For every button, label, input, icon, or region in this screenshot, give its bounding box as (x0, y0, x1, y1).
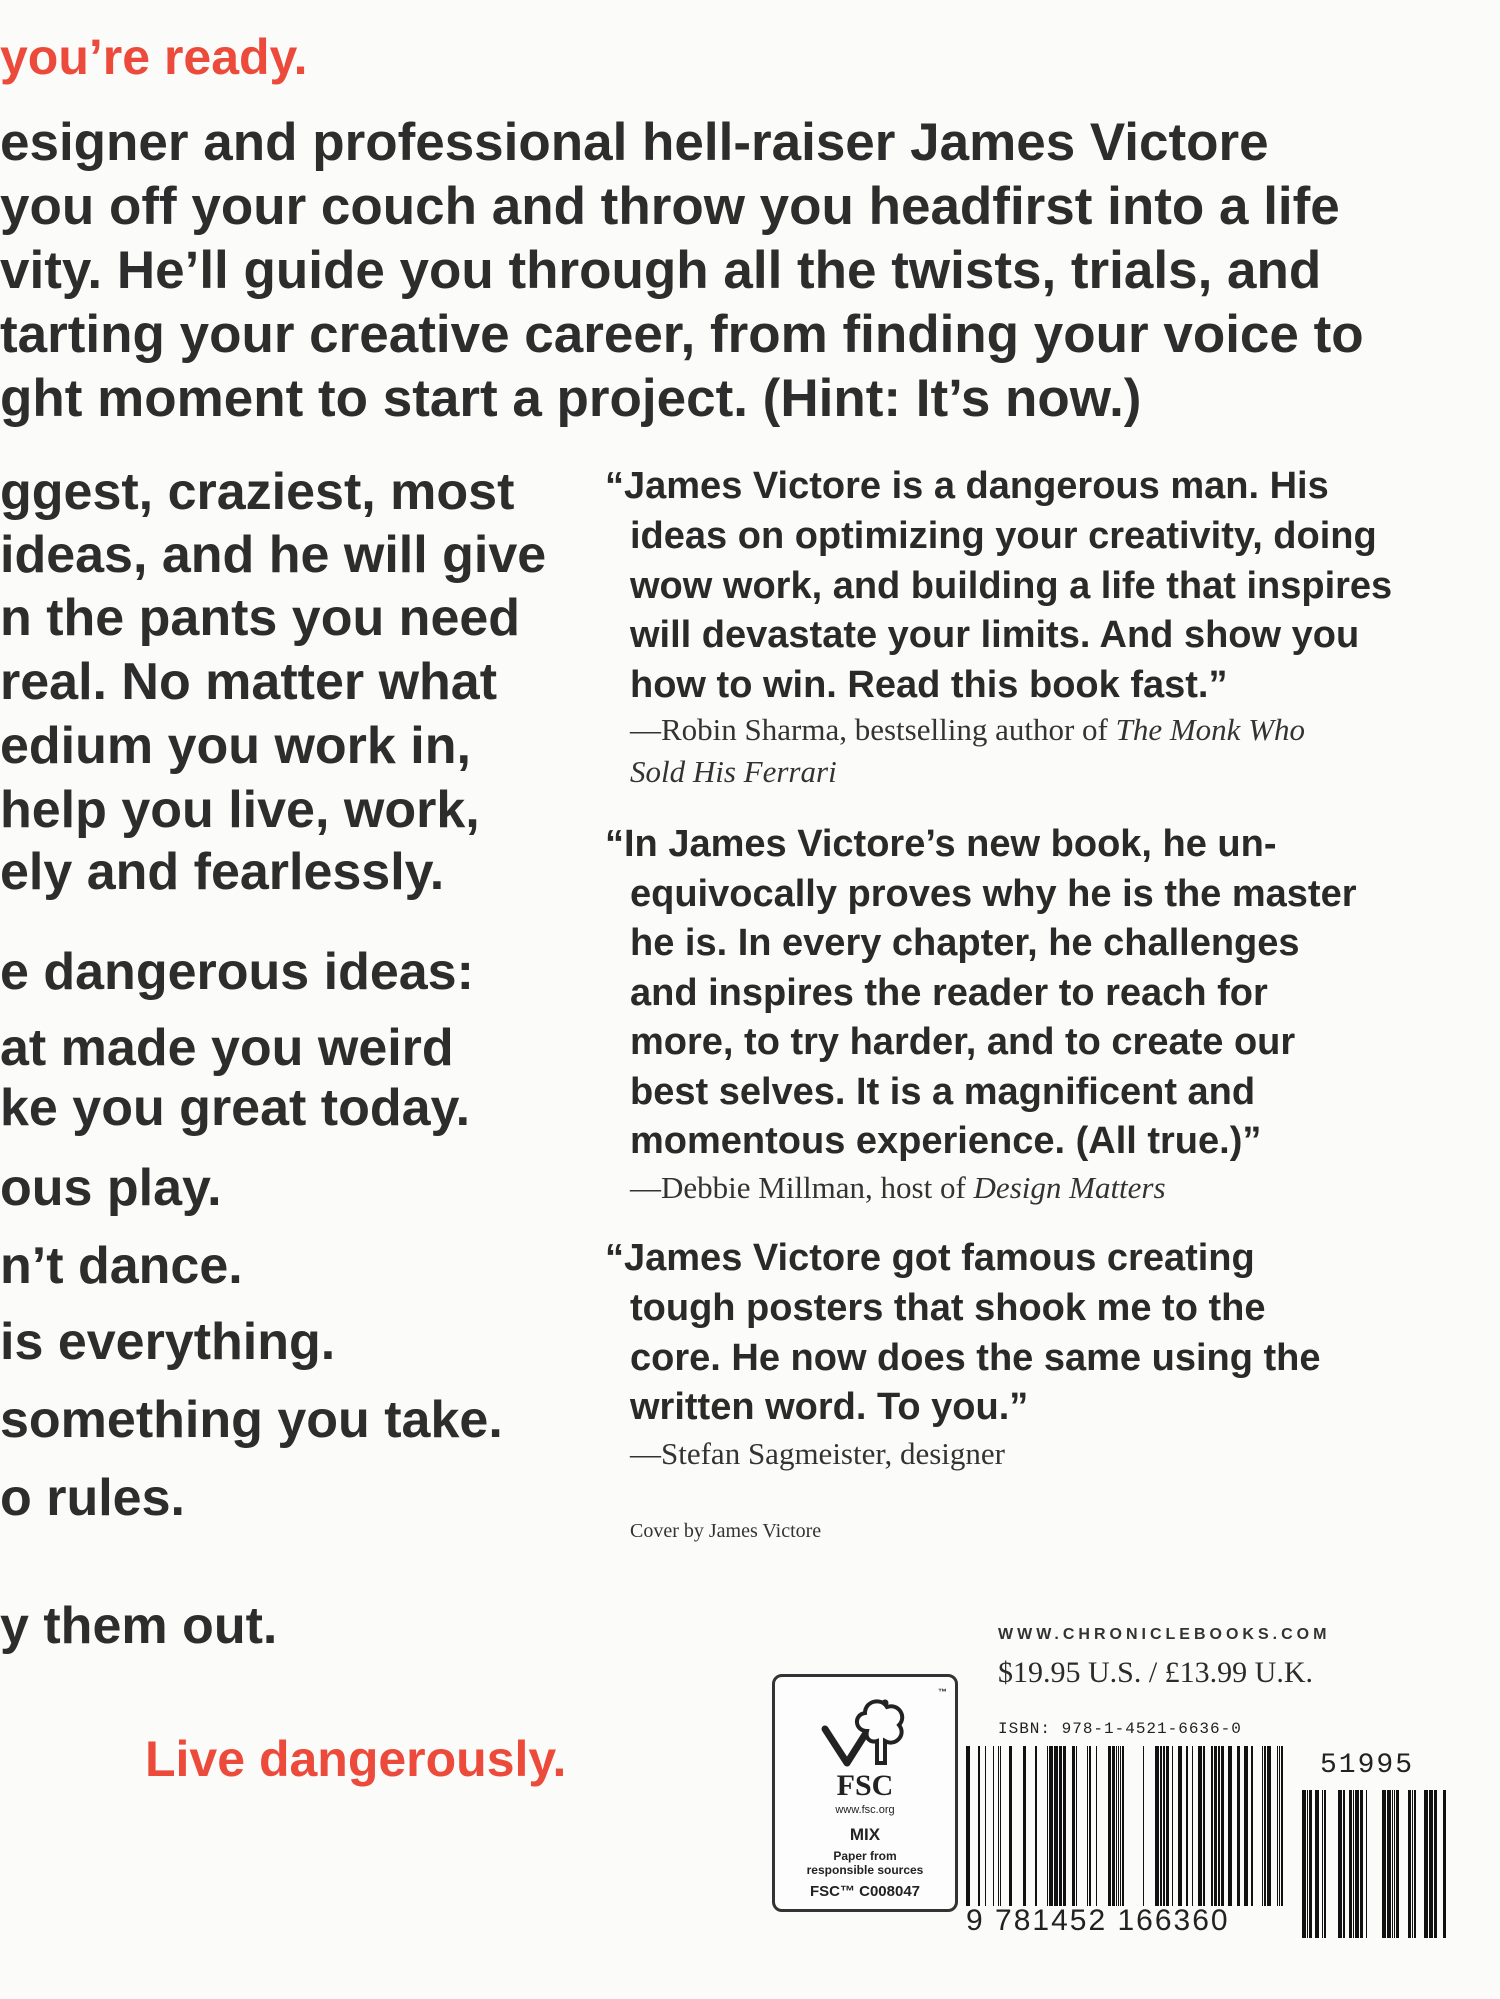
fsc-source-line-1: Paper from (833, 1849, 897, 1863)
quote-line: written word. To you.” (630, 1386, 1029, 1428)
left-line: ous play. (0, 1159, 222, 1217)
barcode-bar (1338, 1790, 1342, 1938)
barcode-bar (1307, 1790, 1308, 1938)
left-line: ggest, craziest, most (0, 463, 515, 521)
left-line: ke you great today. (0, 1079, 471, 1137)
left-line: edium you work in, (0, 717, 471, 775)
barcode-bar (1047, 1746, 1048, 1906)
quote-line: best selves. It is a magnificent and (630, 1071, 1256, 1113)
barcode-bar (1009, 1746, 1012, 1906)
barcode-bar (1434, 1790, 1437, 1938)
barcode-bar (1218, 1746, 1220, 1906)
fsc-logo-text: FSC (836, 1769, 894, 1802)
barcode-bar (1315, 1790, 1319, 1938)
barcode-bar (1392, 1790, 1393, 1938)
barcode-bar (998, 1746, 999, 1906)
barcode-bar (1143, 1746, 1144, 1906)
barcode-bar (1360, 1790, 1363, 1938)
left-line: e dangerous ideas: (0, 943, 474, 1001)
intro-line: vity. He’ll guide you through all the twists, trials, and (0, 241, 1322, 300)
barcode-bar (1072, 1746, 1075, 1906)
barcode-bar (978, 1746, 980, 1906)
barcode-bar (1353, 1790, 1354, 1938)
quote-line: “James Victore is a dangerous man. His (605, 465, 1329, 507)
price-code: 51995 (1320, 1750, 1415, 1781)
barcode-main (966, 1746, 1284, 1906)
barcode-bar (1163, 1746, 1165, 1906)
show-title: Design Matters (973, 1170, 1166, 1205)
barcode-bar (1112, 1746, 1115, 1906)
quote-attribution-cont (630, 754, 837, 790)
quote-line: ideas on optimizing your creativity, doing (630, 515, 1377, 557)
barcode-bar (993, 1746, 994, 1906)
barcode-bar (1035, 1746, 1037, 1906)
barcode-bar (1211, 1746, 1213, 1906)
left-line: is everything. (0, 1313, 336, 1371)
barcode-bar (1244, 1746, 1248, 1906)
book-title: The Monk Who (1115, 712, 1306, 747)
barcode-bar (1186, 1746, 1188, 1906)
barcode-bar (1309, 1790, 1312, 1938)
barcode-bar (1279, 1746, 1280, 1906)
publisher-website: WWW.CHRONICLEBOOKS.COM (998, 1626, 1331, 1643)
left-line: ideas, and he will give (0, 526, 547, 584)
left-line: at made you weird (0, 1019, 454, 1077)
barcode-bar (1394, 1790, 1395, 1938)
barcode-bar (1049, 1746, 1053, 1906)
quote-line: will devastate your limits. And show you (630, 614, 1360, 656)
left-line: real. No matter what (0, 653, 498, 711)
barcode-bar (1322, 1790, 1323, 1938)
barcode-bar (1262, 1746, 1263, 1906)
headline: you’re ready. (0, 29, 308, 85)
barcode-bar (1054, 1746, 1058, 1906)
barcode-bar (1118, 1746, 1119, 1906)
barcode-bar (1116, 1746, 1117, 1906)
barcode-bar (1203, 1746, 1205, 1906)
left-line: something you take. (0, 1391, 503, 1449)
barcode-digits: 9 781452 166360 (966, 1904, 1230, 1937)
barcode-bar (1160, 1746, 1162, 1906)
barcode-bar (1302, 1790, 1306, 1938)
barcode-bar (1237, 1746, 1240, 1906)
barcode-bar (1059, 1746, 1062, 1906)
barcode-bar (1228, 1746, 1232, 1906)
barcode-bar (1355, 1790, 1359, 1938)
barcode-bar (1414, 1790, 1416, 1938)
barcode-bar (1192, 1746, 1193, 1906)
barcode-bar (1087, 1746, 1088, 1906)
left-line: n’t dance. (0, 1237, 243, 1295)
barcode-bar (1076, 1746, 1077, 1906)
barcode-bar (1198, 1746, 1202, 1906)
closing-line: Live dangerously. (145, 1731, 567, 1787)
quote-line: equivocally proves why he is the master (630, 873, 1357, 915)
barcode-bar (1172, 1746, 1173, 1906)
isbn-text: ISBN: 978-1-4521-6636-0 (998, 1720, 1242, 1738)
quote-attribution: —Stefan Sagmeister, designer (630, 1436, 1005, 1471)
book-title: Sold His Ferrari (630, 754, 837, 789)
barcode-bar (1108, 1746, 1111, 1906)
intro-line: tarting your creative career, from finding your voice to (0, 305, 1364, 364)
barcode-bar (966, 1746, 970, 1906)
barcode-bar (1281, 1746, 1283, 1906)
barcode-bar (1221, 1746, 1224, 1906)
intro-line: esigner and professional hell-raiser James Victore (0, 113, 1269, 172)
quote-line: more, to try harder, and to create our (630, 1021, 1296, 1063)
left-line: n the pants you need (0, 589, 521, 647)
attribution-text: —Debbie Millman, host of (630, 1170, 974, 1205)
barcode-bar (1412, 1790, 1413, 1938)
fsc-url: www.fsc.org (835, 1804, 895, 1816)
intro-line: ght moment to start a project. (Hint: It’s now.) (0, 369, 1142, 428)
barcode-bar (1267, 1746, 1271, 1906)
barcode-bar (1387, 1790, 1391, 1938)
fsc-mix: MIX (849, 1825, 881, 1844)
barcode-bar (1366, 1790, 1367, 1938)
barcode-bar (985, 1746, 986, 1906)
quote-line: “In James Victore’s new book, he un- (605, 823, 1277, 865)
barcode-bar (1396, 1790, 1399, 1938)
barcode-bar (1349, 1790, 1352, 1938)
barcode-bar (1096, 1746, 1097, 1906)
barcode-bar (1251, 1746, 1253, 1906)
fsc-tree-check-icon (815, 1691, 915, 1771)
quote-line: tough posters that shook me to the (630, 1287, 1266, 1329)
barcode-bar (1000, 1746, 1001, 1906)
fsc-code: FSC™ C008047 (809, 1883, 921, 1900)
barcode-bar (1343, 1790, 1345, 1938)
barcode-bar (1429, 1790, 1433, 1938)
left-line: o rules. (0, 1469, 185, 1527)
barcode-bar (1277, 1746, 1278, 1906)
barcode-bar (1324, 1790, 1326, 1938)
barcode-addon (1302, 1790, 1446, 1938)
left-line: y them out. (0, 1597, 278, 1655)
quote-line: and inspires the reader to reach for (630, 972, 1268, 1014)
barcode-bar (1166, 1746, 1169, 1906)
barcode-bar (1023, 1746, 1026, 1906)
barcode-bar (1178, 1746, 1182, 1906)
barcode-bar (1382, 1790, 1386, 1938)
barcode-bar (1089, 1746, 1091, 1906)
barcode-bar (1214, 1746, 1217, 1906)
barcode-bar (1424, 1790, 1428, 1938)
barcode-bar (1408, 1790, 1411, 1938)
fsc-tm: ™ (938, 1687, 947, 1697)
left-line: ely and fearlessly. (0, 843, 445, 901)
barcode-bar (1443, 1790, 1446, 1938)
barcode-bar (1155, 1746, 1159, 1906)
barcode-bar (1063, 1746, 1066, 1906)
quote-line: how to win. Read this book fast.” (630, 664, 1228, 706)
quote-line: wow work, and building a life that inspires (630, 565, 1393, 607)
quote-line: “James Victore got famous creating (605, 1237, 1255, 1279)
attribution-text: —Robin Sharma, bestselling author of (630, 712, 1116, 747)
barcode-bar (1120, 1746, 1121, 1906)
fsc-certification-box (772, 1674, 958, 1912)
quote-line: core. He now does the same using the (630, 1337, 1321, 1379)
quote-line: momentous experience. (All true.)” (630, 1120, 1262, 1162)
price: $19.95 U.S. / £13.99 U.K. (998, 1656, 1314, 1689)
left-line: help you live, work, (0, 781, 480, 839)
barcode-bar (1264, 1746, 1266, 1906)
quote-attribution (630, 712, 1305, 748)
intro-line: you off your couch and throw you headfirst into a life (0, 177, 1340, 236)
quote-attribution (630, 1170, 1166, 1206)
quote-line: he is. In every chapter, he challenges (630, 922, 1300, 964)
barcode-bar (1122, 1746, 1124, 1906)
fsc-source-line-2: responsible sources (806, 1863, 924, 1877)
cover-credit: Cover by James Victore (630, 1520, 822, 1542)
